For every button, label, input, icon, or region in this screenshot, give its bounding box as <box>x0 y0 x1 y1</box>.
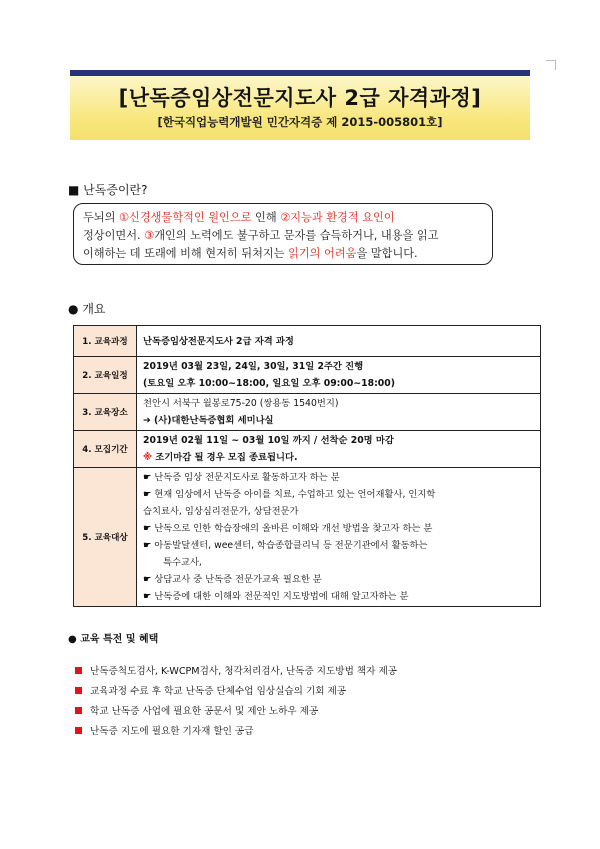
definition-box <box>73 203 493 265</box>
overview-table <box>73 325 541 607</box>
page-corner-mark <box>546 60 556 70</box>
definition-line-2: 정상이면서. ③개인의 노력에도 불구하고 문자를 습득하거나, 내용을 읽고 <box>83 229 439 242</box>
definition-line-1: 두뇌의 ①신경생물학적인 원인으로 인해 ②지능과 환경적 요인이 <box>83 211 395 224</box>
row-content: 천안시 서북구 월봉로75-20 (쌍용동 1540번지) ➔ (사)대한난독증협회 세미나실 <box>137 394 541 431</box>
row-label: 3. 교육장소 <box>74 394 137 431</box>
table-row <box>74 431 541 468</box>
row-label: 4. 모집기간 <box>74 431 137 468</box>
benefits-heading: 교육 특전 및 혜택 <box>80 634 159 645</box>
list-item: 난독증 지도에 필요한 기자재 할인 공급 <box>75 723 254 737</box>
row-label: 2. 교육일정 <box>74 357 137 394</box>
page-title: [난독증임상전문지도사 2급 자격과정] <box>118 86 482 110</box>
list-item: 학교 난독증 사업에 필요한 공문서 및 제안 노하우 제공 <box>75 703 318 717</box>
square-bullet-icon: ■ <box>68 183 80 197</box>
section-benefits-heading <box>68 630 158 645</box>
table-row <box>74 394 541 431</box>
table-row <box>74 326 541 357</box>
reading-difficulty: 읽기의 어려움 <box>288 247 357 260</box>
overview-heading: 개요 <box>82 302 106 316</box>
red-square-bullet-icon <box>75 687 82 694</box>
section-definition-heading <box>68 181 148 198</box>
early-close-note: ※ 조기마감 될 경우 모집 종료됩니다. <box>143 452 298 463</box>
section-overview-heading <box>68 300 106 317</box>
definition-heading: 난독증이란? <box>83 183 148 197</box>
definition-line-3: 이해하는 데 또래에 비해 현저히 뒤쳐지는 읽기의 어려움을 말합니다. <box>83 247 418 260</box>
point-2: ②지능과 환경적 요인이 <box>280 211 395 224</box>
point-3: ③ <box>144 229 155 242</box>
circle-bullet-icon: ● <box>68 634 77 645</box>
circle-bullet-icon: ● <box>68 302 79 316</box>
red-square-bullet-icon <box>75 707 82 714</box>
page-subtitle: [한국직업능력개발원 민간자격증 제 2015-005801호] <box>157 115 443 129</box>
row-content: ☛ 난독증 임상 전문지도사로 활동하고자 하는 분 ☛ 현재 임상에서 난독증 아이를 치료, 수업하고 있는 언어재활사, 인지학 습치료사, 임상심리전문가, 상담전문가 ☛ 난독으로 인한 학습장애의 올바른 이해와 개선 방법을 찾고자 하는 분 ☛ 아동발달센터, wee센터, 학습종합클리닉 등 전문기관에서 활동하는 특수교사, ☛ 상담교사 중 난독증 전문가교육 필요한 분 ☛ 난독증에 대한 이해와 전문적인 지도방법에 대해 알고자하는 분 <box>137 468 541 607</box>
list-item: 교육과정 수료 후 학교 난독증 단체수업 임상실습의 기회 제공 <box>75 683 346 697</box>
list-item: 난독증척도검사, K-WCPM검사, 청각처리검사, 난독증 지도방법 책자 제공 <box>75 663 397 677</box>
row-content: 난독증임상전문지도사 2급 자격 과정 <box>137 326 541 357</box>
point-1: ①신경생물학적인 원인으로 <box>118 211 252 224</box>
table-row <box>74 468 541 607</box>
red-square-bullet-icon <box>75 727 82 734</box>
title-banner <box>70 70 530 140</box>
row-content: 2019년 02월 11일 ~ 03월 10일 까지 / 선착순 20명 마감 ※ 조기마감 될 경우 모집 종료됩니다. <box>137 431 541 468</box>
table-row <box>74 357 541 394</box>
row-content: 2019년 03월 23일, 24일, 30일, 31일 2주간 진행 (토요일 오후 10:00~18:00, 일요일 오후 09:00~18:00) <box>137 357 541 394</box>
red-square-bullet-icon <box>75 667 82 674</box>
note-mark-icon: ※ <box>143 452 153 463</box>
row-label: 1. 교육과정 <box>74 326 137 357</box>
row-label: 5. 교육대상 <box>74 468 137 607</box>
